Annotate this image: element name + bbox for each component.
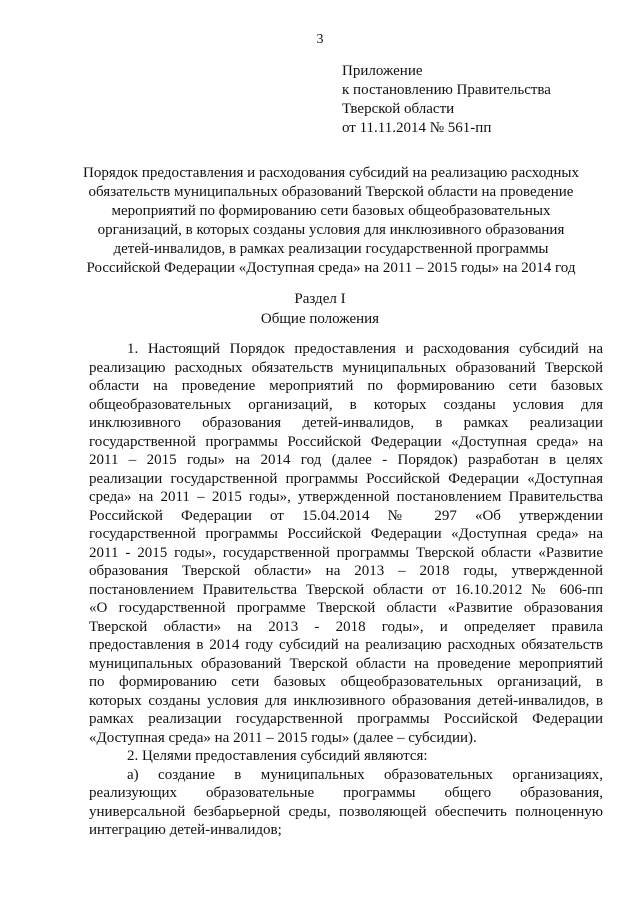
paragraph-line: «Доступная среда» на 2011 – 2015 годы» (далее – субсидии). [89, 729, 477, 746]
paragraph-line: среда» на 2011 – 2015 годы», утвержденной постановлением Правительства [89, 489, 603, 505]
paragraph-line: области на проведение мероприятий по формированию сети базовых [89, 378, 603, 394]
paragraph-line: реализации государственной программы Российской Федерации «Доступная [89, 470, 603, 487]
paragraph-line: 2011 - 2015 годы», государственной программы Тверской области «Развитие [89, 544, 603, 561]
title-line: Порядок предоставления и расходования субсидий на реализацию расходных [83, 165, 579, 181]
appendix-line: Приложение [342, 63, 423, 79]
title-line: детей-инвалидов, в рамках реализации государственной программы [113, 241, 549, 257]
document-body [89, 340, 603, 840]
paragraph-line: 1. Настоящий Порядок предоставления и расходования субсидий на [127, 341, 603, 357]
section-subheading: Общие положения [260, 311, 380, 327]
paragraph-line: образования Тверской области» на 2013 – 2018 годы, утвержденной [89, 563, 603, 579]
paragraph-line: рамках реализации государственной программы Российской Федерации [89, 711, 603, 727]
paragraph-line: 2011 – 2015 годы» на 2014 год (далее - Порядок) разработан в целях [89, 452, 603, 468]
paragraph-line: государственной программы Российской Федерации «Доступная среда» на [89, 526, 603, 542]
paragraph-line: а) создание в муниципальных образовательных организациях, [127, 766, 603, 783]
paragraph-line: Тверской области» на 2013 - 2018 годы», и определяет правила [89, 618, 603, 635]
section-heading-block [0, 289, 640, 329]
appendix-line: Тверской области [342, 101, 455, 117]
paragraph [89, 747, 603, 766]
paragraph [89, 340, 603, 747]
section-heading: Раздел I [294, 291, 346, 307]
paragraph-line: инклюзивного образования детей-инвалидов, в рамках реализации [89, 415, 603, 431]
paragraph-line: по формированию сети базовых общеобразовательных организаций, в [89, 674, 603, 690]
paragraph-line: интеграцию детей-инвалидов; [89, 822, 282, 838]
paragraph-line: универсальной безбарьерной среды, позволяющей обеспечить полноценную [89, 803, 603, 820]
paragraph-line: которых созданы условия для инклюзивного образования детей-инвалидов, в [89, 692, 603, 709]
paragraph [89, 766, 603, 840]
paragraph-line: реализацию расходных обязательств муниципальных образований Тверской [89, 359, 603, 376]
title-line: мероприятий по формированию сети базовых общеобразовательных [111, 203, 551, 219]
title-line: организаций, в которых созданы условия для инклюзивного образования [97, 222, 565, 238]
paragraph-line: муниципальных образований Тверской области на проведение мероприятий [89, 655, 603, 672]
paragraph-line: государственной программы Российской Федерации «Доступная среда» на [89, 433, 603, 450]
paragraph-line: «О государственной программе Тверской области «Развитие образования [89, 600, 603, 616]
appendix-line: к постановлению Правительства [342, 82, 551, 98]
appendix-block [342, 62, 551, 138]
title-line: обязательств муниципальных образований Тверской области на проведение [88, 184, 574, 200]
paragraph-line: Российской Федерации от 15.04.2014 № 297 «Об утверждении [89, 507, 603, 524]
title-line: Российской Федерации «Доступная среда» на 2011 – 2015 годы» на 2014 год [86, 260, 576, 276]
page-number: 3 [316, 32, 324, 47]
paragraph-line: предоставления в 2014 году субсидий на реализацию расходных обязательств [89, 637, 603, 653]
paragraph-line: 2. Целями предоставления субсидий являются: [127, 748, 428, 764]
document-title [70, 164, 592, 278]
appendix-line: от 11.11.2014 № 561-пп [342, 120, 492, 136]
paragraph-line: постановлением Правительства Тверской области от 16.10.2012 № 606-пп [89, 581, 603, 598]
paragraph-line: общеобразовательных организаций, в которых созданы условия для [89, 396, 603, 413]
paragraph-line: реализующих образовательные программы общего образования, [89, 785, 603, 801]
